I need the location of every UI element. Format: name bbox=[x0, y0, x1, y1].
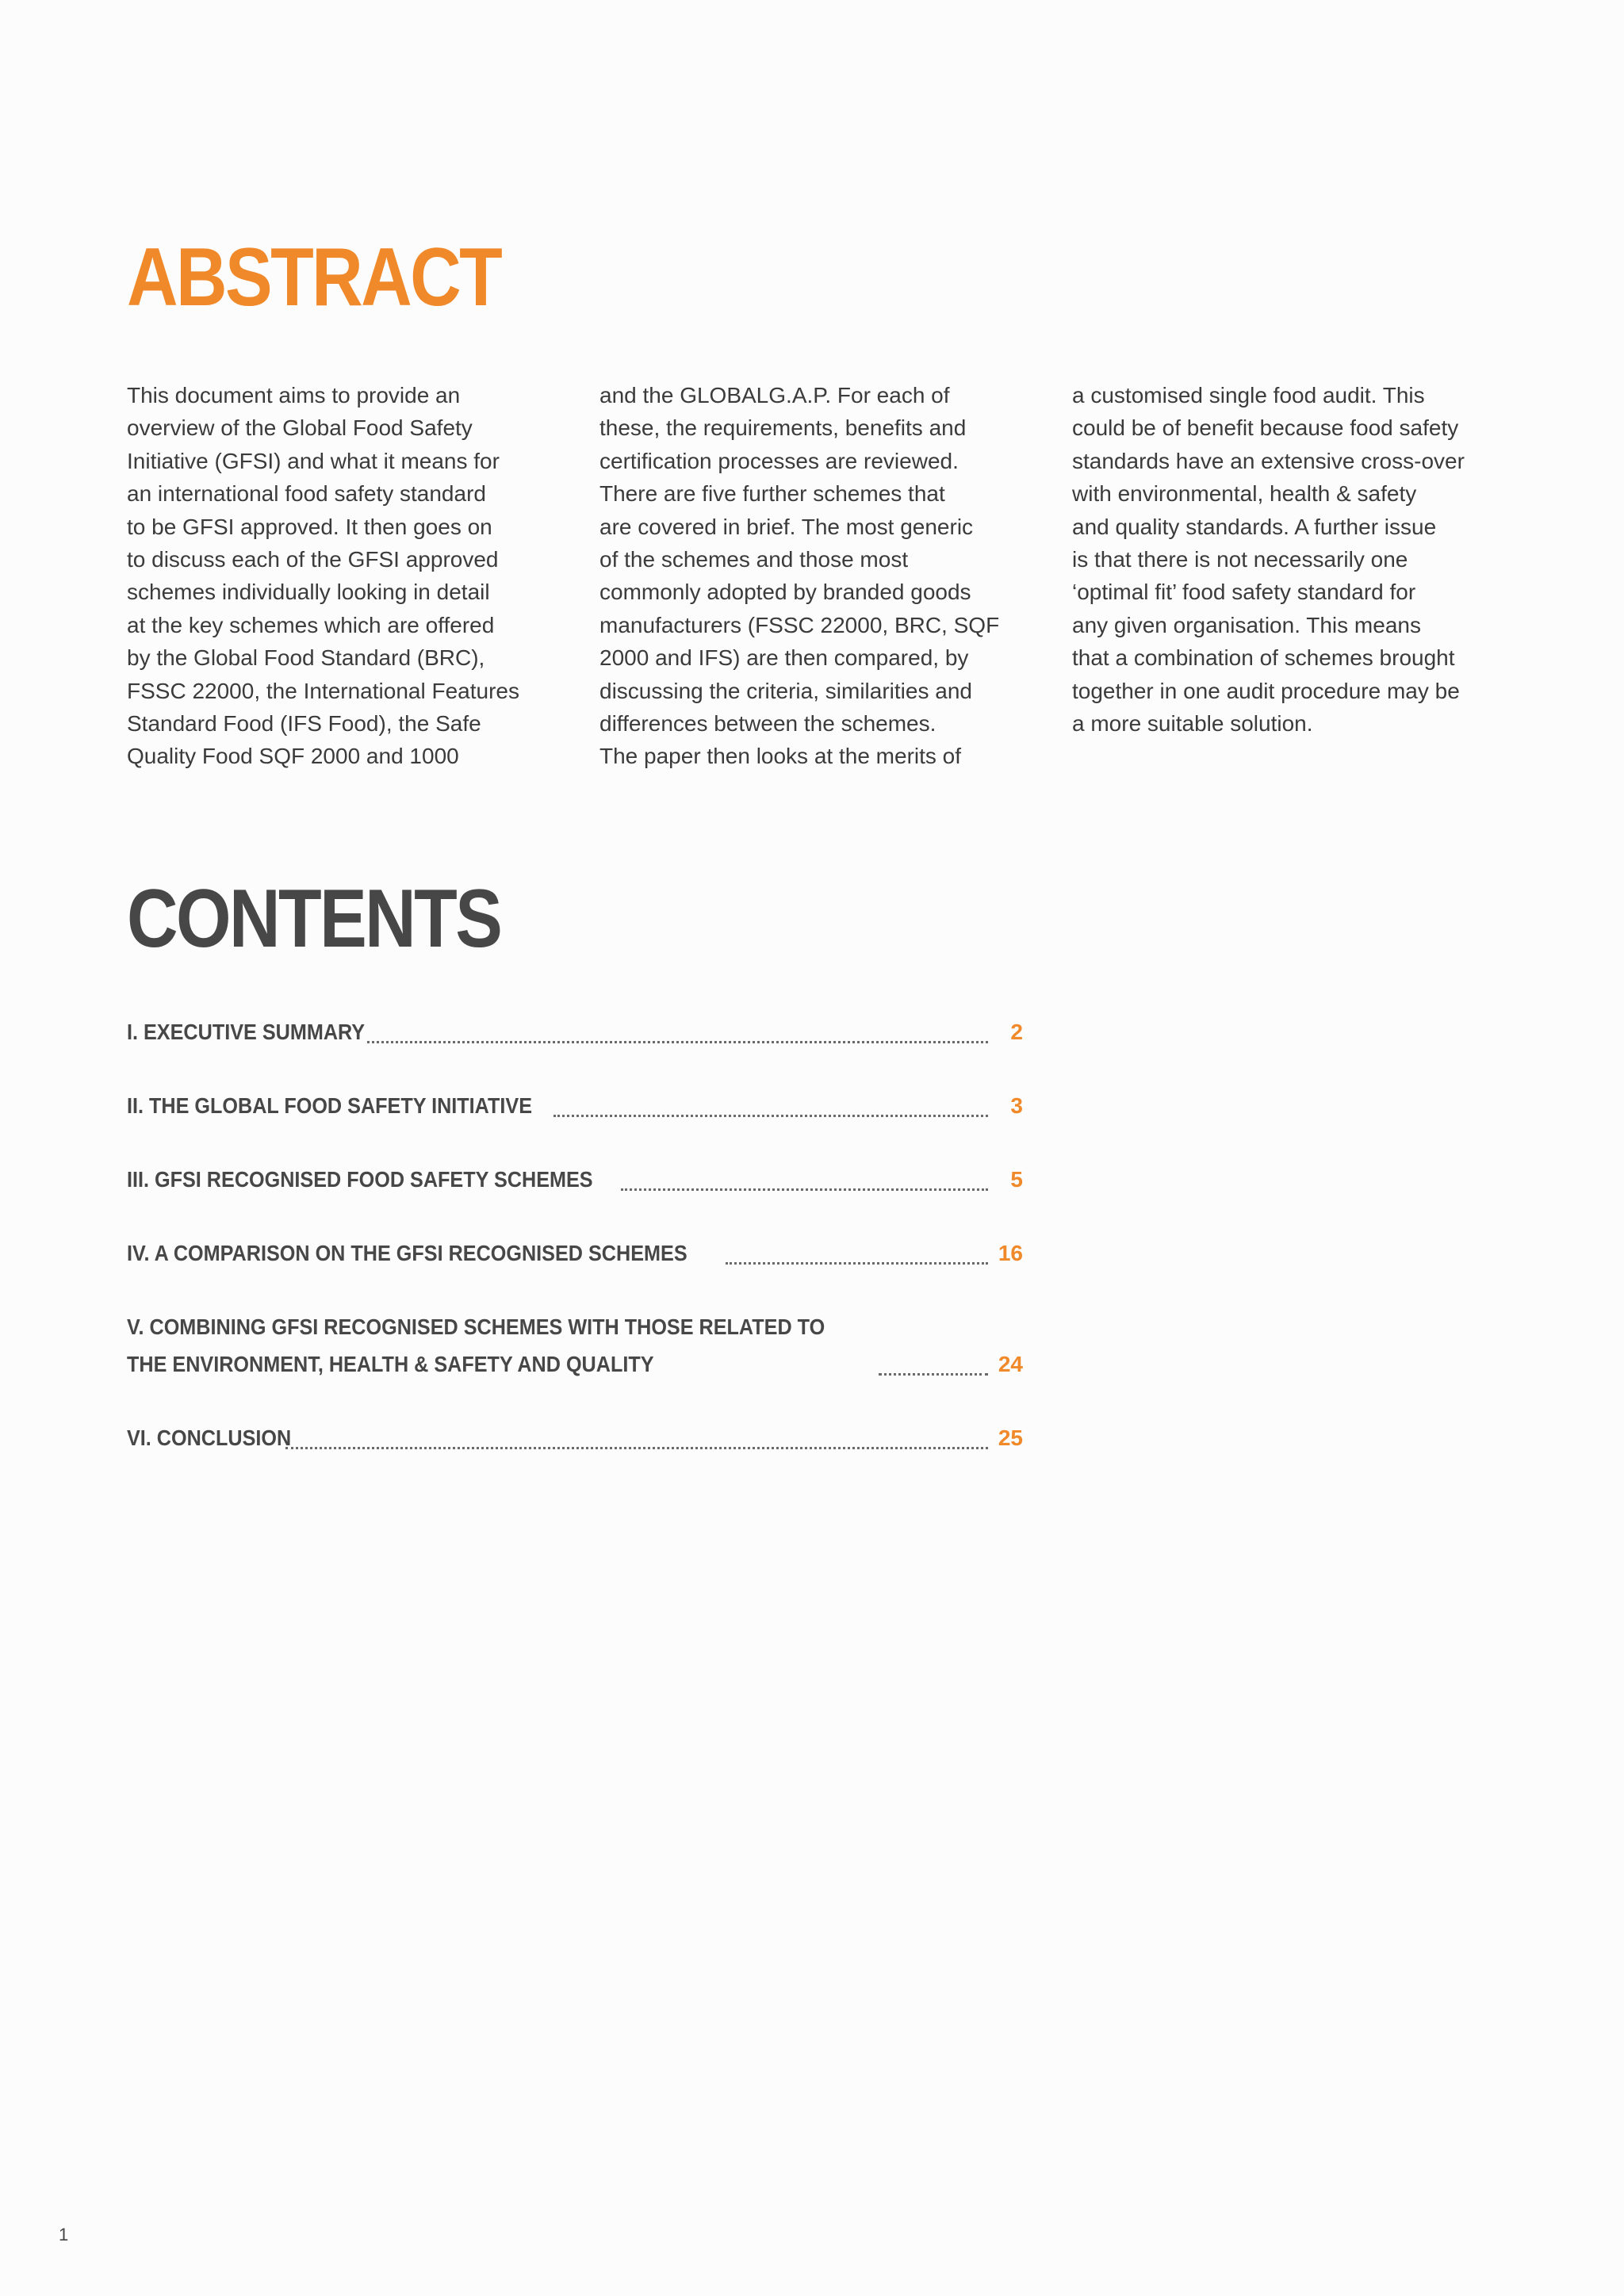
abstract-line: standards have an extensive cross-over bbox=[1072, 448, 1465, 473]
abstract-line: manufacturers (FSSC 22000, BRC, SQF bbox=[599, 612, 1000, 637]
toc-entry-title-line: VI. CONCLUSION bbox=[127, 1425, 292, 1450]
abstract-line: with environmental, health & safety bbox=[1072, 481, 1417, 507]
abstract-line: a customised single food audit. This bbox=[1072, 383, 1425, 408]
toc-page-number: 5 bbox=[1010, 1167, 1023, 1192]
abstract-line: differences between the schemes. bbox=[599, 711, 936, 737]
toc-entry-combining-schemes[interactable] bbox=[127, 1308, 1023, 1383]
abstract-line: FSSC 22000, the International Features bbox=[127, 678, 519, 703]
toc-entry-title-line: THE ENVIRONMENT, HEALTH & SAFETY AND QUALITY bbox=[127, 1352, 654, 1376]
abstract-line: and quality standards. A further issue bbox=[1072, 514, 1437, 539]
toc-dot-leader bbox=[621, 1188, 988, 1191]
abstract-line: by the Global Food Standard (BRC), bbox=[127, 645, 485, 671]
abstract-line: an international food safety standard bbox=[127, 481, 486, 507]
toc-entry-title-line: II. THE GLOBAL FOOD SAFETY INITIATIVE bbox=[127, 1093, 533, 1118]
abstract-line: at the key schemes which are offered bbox=[127, 612, 495, 637]
toc-dot-leader bbox=[285, 1446, 988, 1449]
abstract-line: Standard Food (IFS Food), the Safe bbox=[127, 711, 481, 737]
abstract-line: these, the requirements, benefits and bbox=[599, 415, 967, 441]
abstract-line: to discuss each of the GFSI approved bbox=[127, 547, 499, 572]
abstract-line: schemes individually looking in detail bbox=[127, 580, 490, 605]
toc-entry-comparison[interactable] bbox=[127, 1234, 1023, 1272]
toc-dot-leader bbox=[553, 1114, 988, 1117]
abstract-line: certification processes are reviewed. bbox=[599, 448, 959, 473]
abstract-line: This document aims to provide an bbox=[127, 383, 461, 408]
abstract-heading: ABSTRACT bbox=[127, 232, 501, 323]
toc-entry-title bbox=[127, 1013, 365, 1050]
abstract-line: a more suitable solution. bbox=[1072, 711, 1313, 737]
toc-entry-title bbox=[127, 1161, 593, 1198]
toc-page-number: 16 bbox=[998, 1241, 1023, 1265]
abstract-line: any given organisation. This means bbox=[1072, 612, 1421, 637]
toc-entry-conclusion[interactable] bbox=[127, 1419, 1023, 1456]
abstract-line: discussing the criteria, similarities and bbox=[599, 678, 972, 703]
toc-page-number: 24 bbox=[998, 1352, 1023, 1376]
abstract-line: could be of benefit because food safety bbox=[1072, 415, 1459, 441]
abstract-line: Quality Food SQF 2000 and 1000 bbox=[127, 744, 459, 769]
abstract-column-2 bbox=[599, 379, 999, 773]
abstract-body bbox=[127, 379, 1491, 791]
toc-entry-title bbox=[127, 1419, 291, 1456]
abstract-line: of the schemes and those most bbox=[599, 547, 909, 572]
toc-dot-leader bbox=[726, 1261, 988, 1265]
abstract-line: and the GLOBALG.A.P. For each of bbox=[599, 383, 950, 408]
abstract-line: 2000 and IFS) are then compared, by bbox=[599, 645, 969, 671]
toc-dot-leader bbox=[879, 1372, 988, 1376]
toc-entry-title bbox=[127, 1234, 688, 1272]
abstract-line: that a combination of schemes brought bbox=[1072, 645, 1455, 671]
toc-page-number: 2 bbox=[1010, 1020, 1023, 1044]
toc-page-number: 3 bbox=[1010, 1093, 1023, 1118]
abstract-line: ‘optimal fit’ food safety standard for bbox=[1072, 580, 1416, 605]
abstract-line: is that there is not necessarily one bbox=[1072, 547, 1408, 572]
table-of-contents bbox=[127, 1013, 1023, 1493]
abstract-line: Initiative (GFSI) and what it means for bbox=[127, 448, 500, 473]
toc-page-number: 25 bbox=[998, 1425, 1023, 1450]
toc-entry-title bbox=[127, 1087, 532, 1124]
abstract-line: together in one audit procedure may be bbox=[1072, 678, 1460, 703]
toc-entry-gfsi-recognised-schemes[interactable] bbox=[127, 1161, 1023, 1198]
toc-dot-leader bbox=[367, 1040, 988, 1043]
abstract-line: commonly adopted by branded goods bbox=[599, 580, 971, 605]
abstract-line: are covered in brief. The most generic bbox=[599, 514, 974, 539]
toc-entry-title bbox=[127, 1308, 825, 1383]
toc-entry-executive-summary[interactable] bbox=[127, 1013, 1023, 1050]
abstract-line: The paper then looks at the merits of bbox=[599, 744, 962, 769]
abstract-line: overview of the Global Food Safety bbox=[127, 415, 473, 441]
abstract-column-1 bbox=[127, 379, 519, 773]
page-number: 1 bbox=[59, 2225, 69, 2244]
abstract-line: There are five further schemes that bbox=[599, 481, 945, 507]
toc-entry-global-food-safety-initiative[interactable] bbox=[127, 1087, 1023, 1124]
abstract-column-3 bbox=[1072, 379, 1465, 740]
toc-entry-title-line: IV. A COMPARISON ON THE GFSI RECOGNISED SCHEMES bbox=[127, 1241, 688, 1265]
contents-heading: CONTENTS bbox=[127, 873, 501, 965]
abstract-line: to be GFSI approved. It then goes on bbox=[127, 514, 492, 539]
toc-entry-title-line: V. COMBINING GFSI RECOGNISED SCHEMES WITH THOSE RELATED TO bbox=[127, 1314, 825, 1339]
toc-entry-title-line: III. GFSI RECOGNISED FOOD SAFETY SCHEMES bbox=[127, 1167, 593, 1192]
toc-entry-title-line: I. EXECUTIVE SUMMARY bbox=[127, 1020, 366, 1044]
